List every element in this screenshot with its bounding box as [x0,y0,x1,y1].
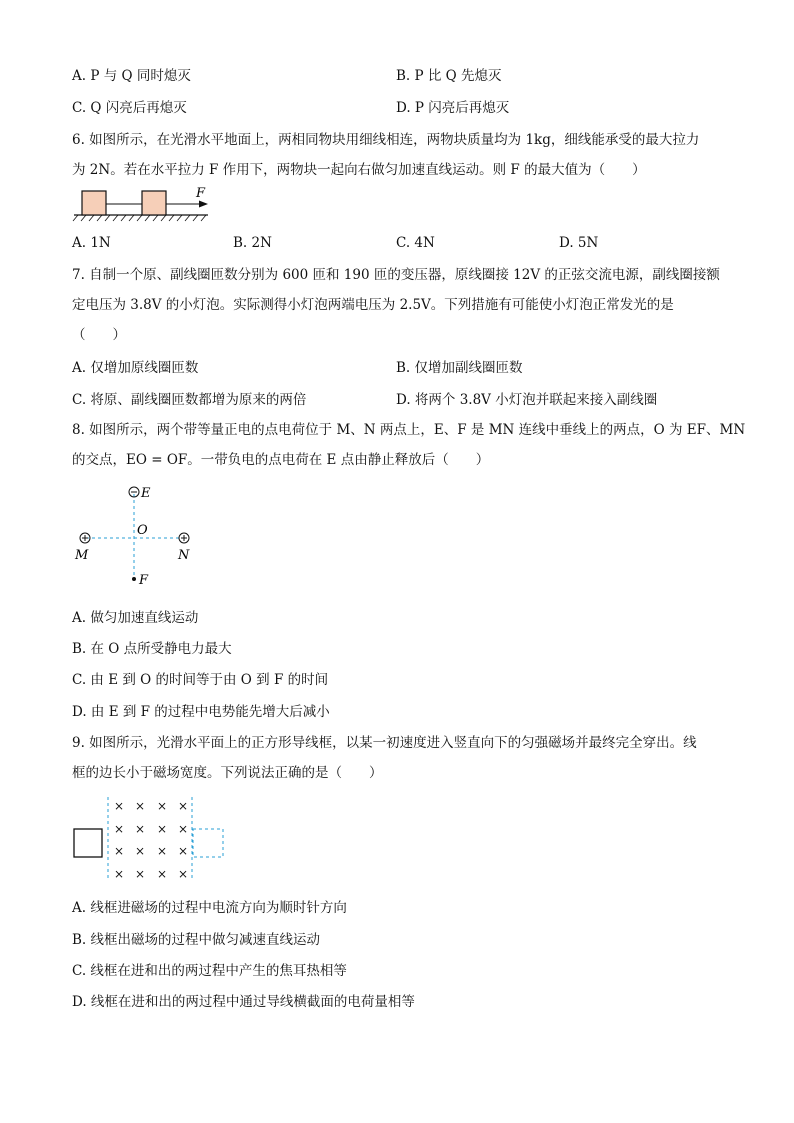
q9-field-crosses [114,799,188,881]
q7-option-b: B. 仅增加副线圈匝数 [396,360,523,376]
svg-text:×: × [178,799,189,813]
q6-stem-line-2: 为 2N。若在水平拉力 F 作用下，两物块一起向右做匀加速直线运动。则 F 的最大值为（ ） [72,162,646,178]
q6-block-right [142,191,166,215]
svg-text:×: × [135,822,146,836]
svg-text:×: × [157,867,168,881]
q7-stem-line-3: （ ） [72,327,126,343]
svg-text:×: × [178,867,189,881]
svg-text:×: × [157,799,168,813]
q9-option-c: C. 线框在进和出的两过程中产生的焦耳热相等 [72,963,347,979]
svg-text:×: × [135,844,146,858]
q5-option-c: C. Q 闪亮后再熄灭 [72,100,187,116]
q8-option-d: D. 由 E 到 F 的过程中电势能先增大后减小 [72,704,330,720]
q6-figure-blocks [72,185,212,225]
svg-text:×: × [114,844,125,858]
svg-text:×: × [135,867,146,881]
svg-text:×: × [178,844,189,858]
svg-text:×: × [114,799,125,813]
q8-label-m: M [75,548,89,563]
q9-coil-end [193,829,223,857]
q8-point-f [132,577,136,581]
q7-stem-line-2: 定电压为 3.8V 的小灯泡。实际测得小灯泡两端电压为 2.5V。下列措施有可能使小灯泡正常发光的是 [72,297,674,313]
q8-figure-charges [72,480,212,600]
q9-coil-start [74,829,102,857]
q8-option-a: A. 做匀加速直线运动 [72,610,199,626]
q8-option-c: C. 由 E 到 O 的时间等于由 O 到 F 的时间 [72,672,329,688]
q5-option-a: A. P 与 Q 同时熄灭 [72,68,191,84]
q6-stem-line-1: 6. 如图所示，在光滑水平地面上，两相同物块用细线相连，两物块质量均为 1kg，细线能承受的最大拉力 [72,132,700,148]
q9-figure-magnetic-field [72,795,232,885]
q6-block-left [82,191,106,215]
q6-force-label: F [196,186,206,201]
svg-text:×: × [157,822,168,836]
svg-text:×: × [114,822,125,836]
q8-label-e: E [141,486,151,501]
q6-option-c: C. 4N [396,235,435,251]
q8-label-o: O [137,523,148,538]
q8-label-n: N [178,548,190,563]
q8-stem-line-1: 8. 如图所示，两个带等量正电的点电荷位于 M、N 两点上，E、F 是 MN 连线中垂线上的两点，O 为 EF、MN [72,422,746,438]
svg-text:×: × [135,799,146,813]
q9-option-b: B. 线框出磁场的过程中做匀减速直线运动 [72,932,321,948]
q8-label-f: F [139,573,149,588]
q6-option-d: D. 5N [559,235,599,251]
q7-option-a: A. 仅增加原线圈匝数 [72,360,199,376]
q8-stem-line-2: 的交点，EO = OF。一带负电的点电荷在 E 点由静止释放后（ ） [72,452,490,468]
svg-text:×: × [114,867,125,881]
q7-option-d: D. 将两个 3.8V 小灯泡并联起来接入副线圈 [396,392,658,408]
q5-option-b: B. P 比 Q 先熄灭 [396,68,502,84]
q6-option-b: B. 2N [233,235,272,251]
q9-stem-line-2: 框的边长小于磁场宽度。下列说法正确的是（ ） [72,765,383,781]
q6-force-arrowhead [199,201,208,208]
q5-option-d: D. P 闪亮后再熄灭 [396,100,510,116]
q9-option-d: D. 线框在进和出的两过程中通过导线横截面的电荷量相等 [72,994,415,1010]
q7-stem-line-1: 7. 自制一个原、副线圈匝数分别为 600 匝和 190 匝的变压器，原线圈接 12V 的正弦交流电源，副线圈接额 [72,267,720,283]
q9-option-a: A. 线框进磁场的过程中电流方向为顺时针方向 [72,900,347,916]
svg-text:×: × [157,844,168,858]
q7-option-c: C. 将原、副线圈匝数都增为原来的两倍 [72,392,307,408]
q6-option-a: A. 1N [72,235,111,251]
svg-text:×: × [178,822,189,836]
q8-option-b: B. 在 O 点所受静电力最大 [72,641,232,657]
q9-stem-line-1: 9. 如图所示，光滑水平面上的正方形导线框，以某一初速度进入竖直向下的匀强磁场并最终完全穿出。线 [72,735,697,751]
